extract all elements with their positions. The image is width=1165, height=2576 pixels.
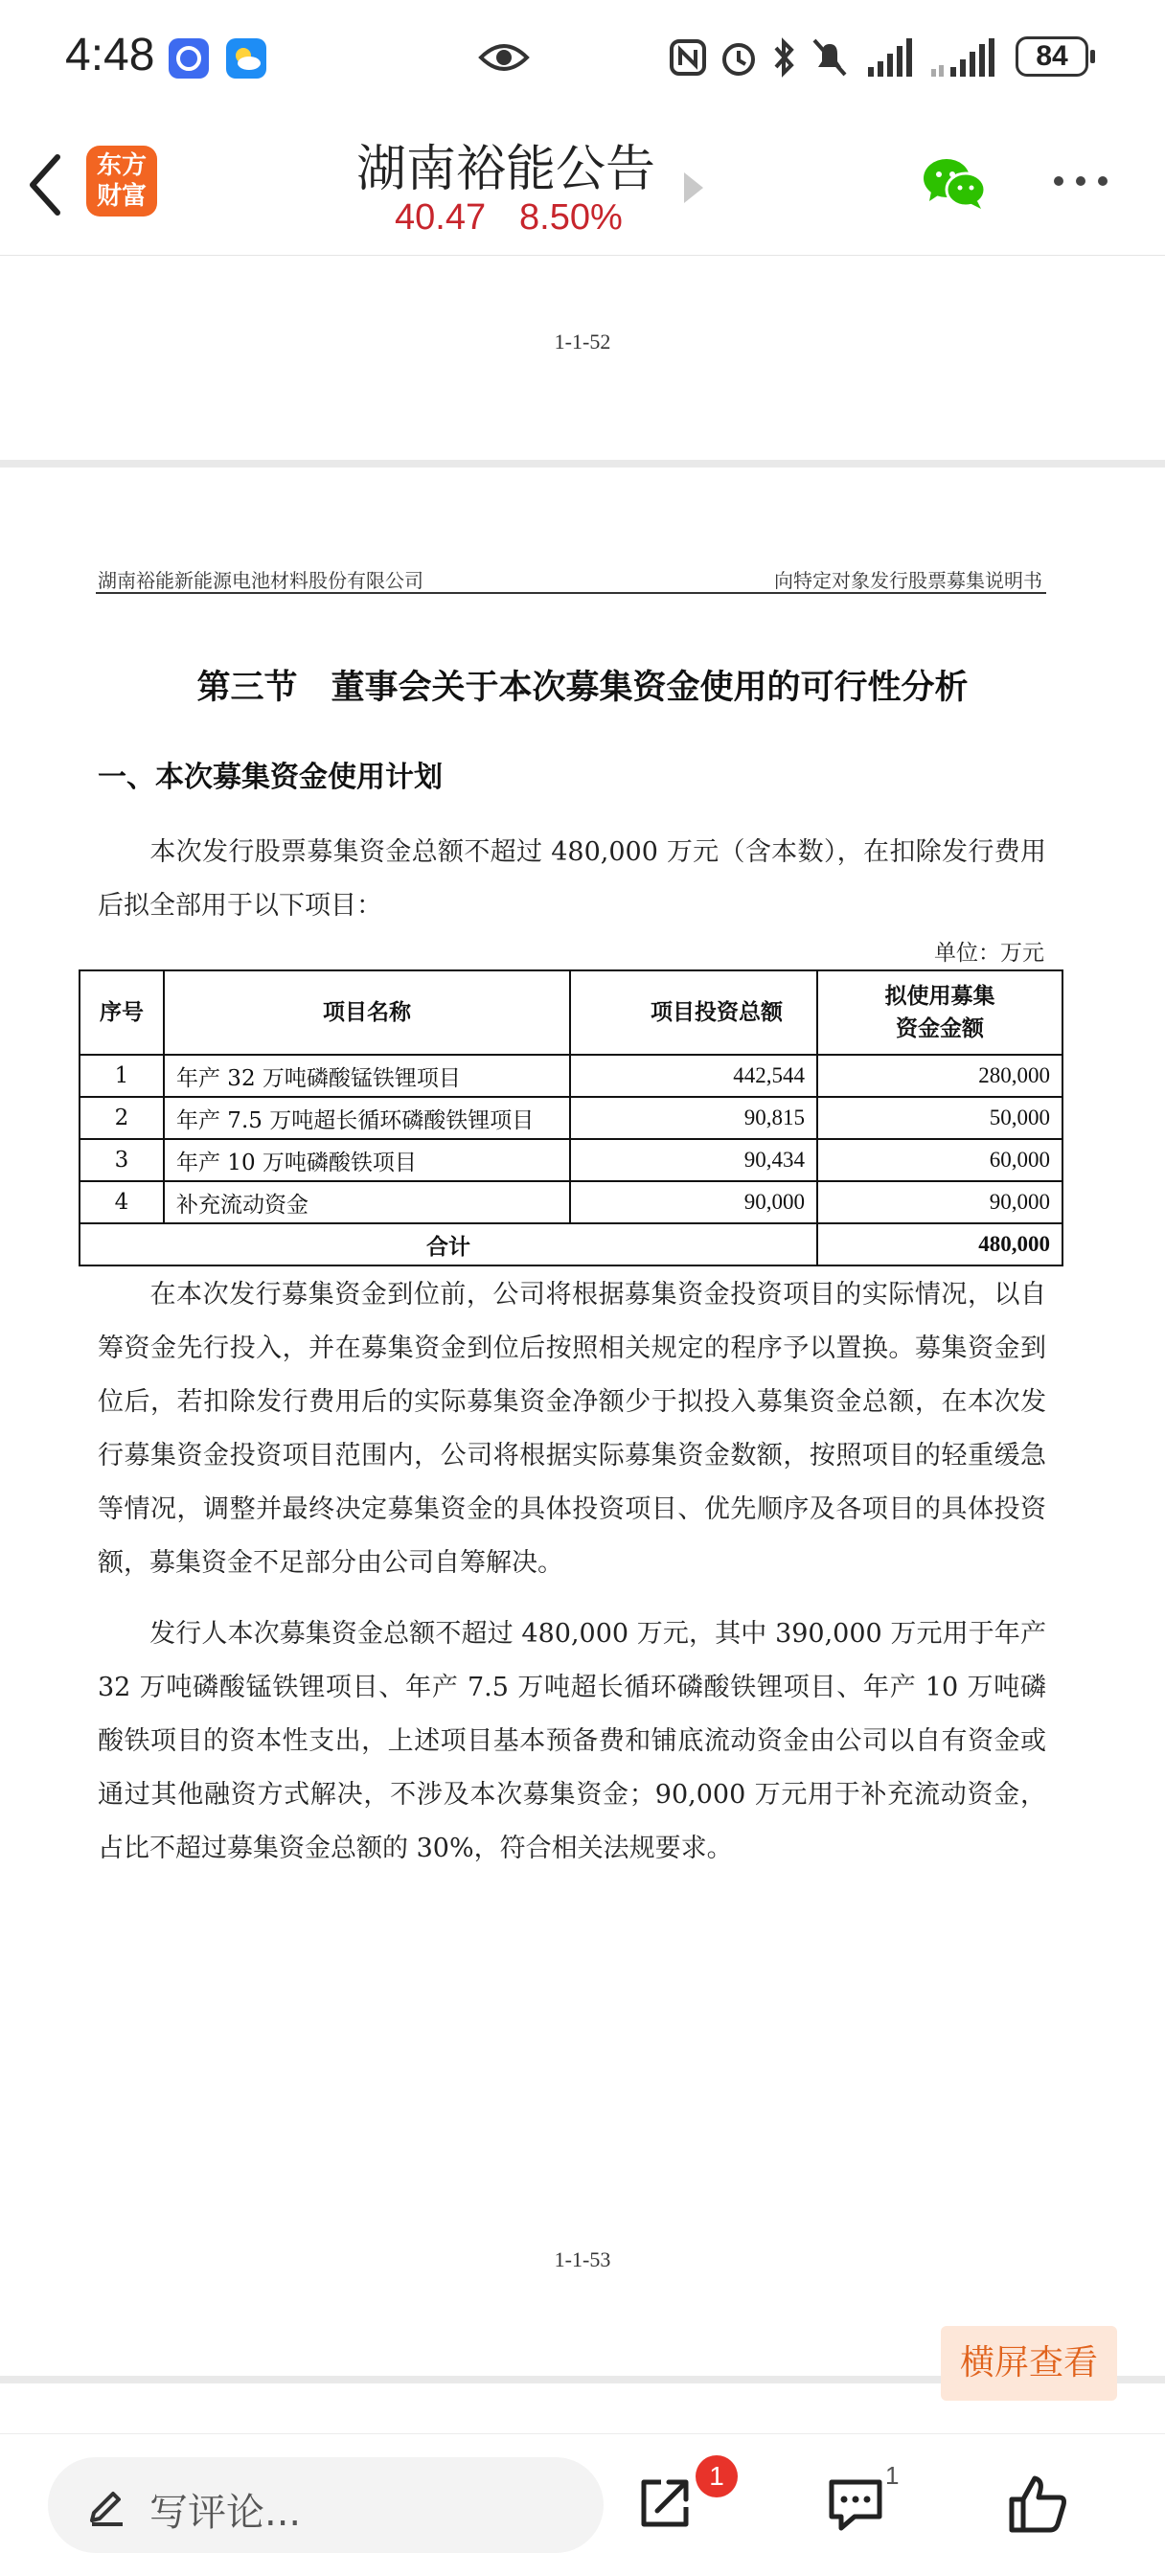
- fund-usage-table: [79, 969, 1063, 1266]
- unit-label: 单位：万元: [934, 941, 1044, 966]
- col-header-use-line1: 拟使用募集: [884, 983, 995, 1009]
- app-header: [0, 115, 1165, 256]
- section-title: 第三节 董事会关于本次募集资金使用的可行性分析: [196, 669, 969, 707]
- cell-name: 年产 32 万吨磷酸锰铁锂项目: [164, 1055, 570, 1097]
- doc-header-title: 向特定对象发行股票募集说明书: [774, 569, 1042, 592]
- doc-header-rule: [96, 592, 1046, 594]
- cell-no: 4: [80, 1181, 164, 1223]
- cell-total: 90,815: [570, 1097, 817, 1139]
- signal-icon-2: [929, 36, 998, 79]
- cell-use: 50,000: [817, 1097, 1062, 1139]
- cell-total: 90,000: [570, 1181, 817, 1223]
- app-icon-blue: [169, 38, 209, 79]
- col-header-no: 序号: [80, 970, 164, 1055]
- eye-icon: [477, 38, 531, 77]
- logo-line-1: 东方: [96, 151, 147, 180]
- cell-no: 2: [80, 1097, 164, 1139]
- total-label: 合计: [80, 1223, 817, 1265]
- comment-icon[interactable]: [826, 2476, 885, 2532]
- paragraph-3-text: 发行人本次募集资金总额不超过 480,000 万元，其中 390,000 万元用于年产 32 万吨磷酸锰铁锂项目、年产 7.5 万吨超长循环磷酸铁锂项目、年产 10 万吨磷酸铁项目的资本性支出，上述项目基本预备费和铺底流动资金由公司以自有资金或通过其他融资方式解决，不涉及本次募集资金；90,000 万元用于补充流动资金，占比不超过募集资金总额的 30%，符合相关法规要求。: [98, 1619, 1046, 1863]
- share-badge: 1: [696, 2455, 738, 2497]
- logo-line-2: 财富: [96, 182, 147, 211]
- battery-icon: 84: [1016, 36, 1088, 77]
- table-total-row: [80, 1223, 1062, 1265]
- col-header-use-line2: 资金金额: [896, 1015, 984, 1041]
- cell-no: 1: [80, 1055, 164, 1097]
- bottom-action-bar: [0, 2433, 1165, 2576]
- total-value: 480,000: [817, 1223, 1062, 1265]
- cell-no: 3: [80, 1139, 164, 1181]
- table-row: [80, 1055, 1062, 1097]
- thumbs-up-icon[interactable]: [1008, 2474, 1069, 2534]
- wechat-icon[interactable]: [922, 155, 989, 213]
- doc-header-company: 湖南裕能新能源电池材料股份有限公司: [98, 569, 423, 592]
- signal-icon: [866, 36, 916, 79]
- stock-price: 40.47: [395, 197, 487, 238]
- play-triangle-icon[interactable]: [682, 171, 705, 205]
- table-row: [80, 1181, 1062, 1223]
- paragraph-1-text: 本次发行股票募集资金总额不超过 480,000 万元（含本数），在扣除发行费用后拟全部用于以下项目：: [98, 837, 1046, 921]
- status-time: 4:48: [65, 30, 155, 80]
- bluetooth-icon: [772, 36, 797, 79]
- col-header-use: [817, 970, 1062, 1055]
- paragraph-1: [98, 826, 1046, 933]
- mute-icon: [811, 36, 849, 79]
- cell-total: 442,544: [570, 1055, 817, 1097]
- cell-use: 60,000: [817, 1139, 1062, 1181]
- paragraph-3: [98, 1607, 1046, 1876]
- nfc-icon: [669, 38, 707, 77]
- table-row: [80, 1097, 1062, 1139]
- battery-tip: [1090, 50, 1095, 63]
- col-header-total: 项目投资总额: [570, 970, 817, 1055]
- more-icon[interactable]: [1052, 174, 1109, 188]
- weather-icon: [226, 38, 266, 79]
- comment-count: 1: [885, 2461, 900, 2490]
- table-row: [80, 1139, 1062, 1181]
- comment-input[interactable]: [48, 2457, 604, 2553]
- alarm-icon: [719, 36, 759, 79]
- pencil-icon: [88, 2484, 126, 2526]
- status-bar: [0, 0, 1165, 115]
- cell-name: 补充流动资金: [164, 1181, 570, 1223]
- share-icon[interactable]: [636, 2474, 694, 2532]
- paragraph-2-text: 在本次发行募集资金到位前，公司将根据募集资金投资项目的实际情况，以自筹资金先行投入，并在募集资金到位后按照相关规定的程序予以置换。募集资金到位后，若扣除发行费用后的实际募集资金净额少于拟投入募集资金总额，在本次发行募集资金投资项目范围内，公司将根据实际募集资金数额，按照项目的轻重缓急等情况，调整并最终决定募集资金的具体投资项目、优先顺序及各项目的具体投资额，募集资金不足部分由公司自筹解决。: [98, 1280, 1046, 1578]
- paragraph-2: [98, 1268, 1046, 1590]
- cell-use: 280,000: [817, 1055, 1062, 1097]
- stock-change-pct: 8.50%: [519, 197, 623, 238]
- page-number-top: 1-1-52: [554, 330, 611, 353]
- stock-name: 湖南裕能公告: [355, 141, 655, 198]
- table-header-row: [80, 970, 1062, 1055]
- cell-name: 年产 10 万吨磷酸铁项目: [164, 1139, 570, 1181]
- col-header-name: 项目名称: [164, 970, 570, 1055]
- page-number-bottom: 1-1-53: [554, 2247, 611, 2271]
- cell-total: 90,434: [570, 1139, 817, 1181]
- subsection-title: 一、本次募集资金使用计划: [98, 761, 443, 794]
- comment-placeholder: 写评论...: [149, 2491, 302, 2535]
- page-separator: [0, 460, 1165, 467]
- cell-use: 90,000: [817, 1181, 1062, 1223]
- landscape-view-button[interactable]: 横屏查看: [941, 2326, 1117, 2401]
- cell-name: 年产 7.5 万吨超长循环磷酸铁锂项目: [164, 1097, 570, 1139]
